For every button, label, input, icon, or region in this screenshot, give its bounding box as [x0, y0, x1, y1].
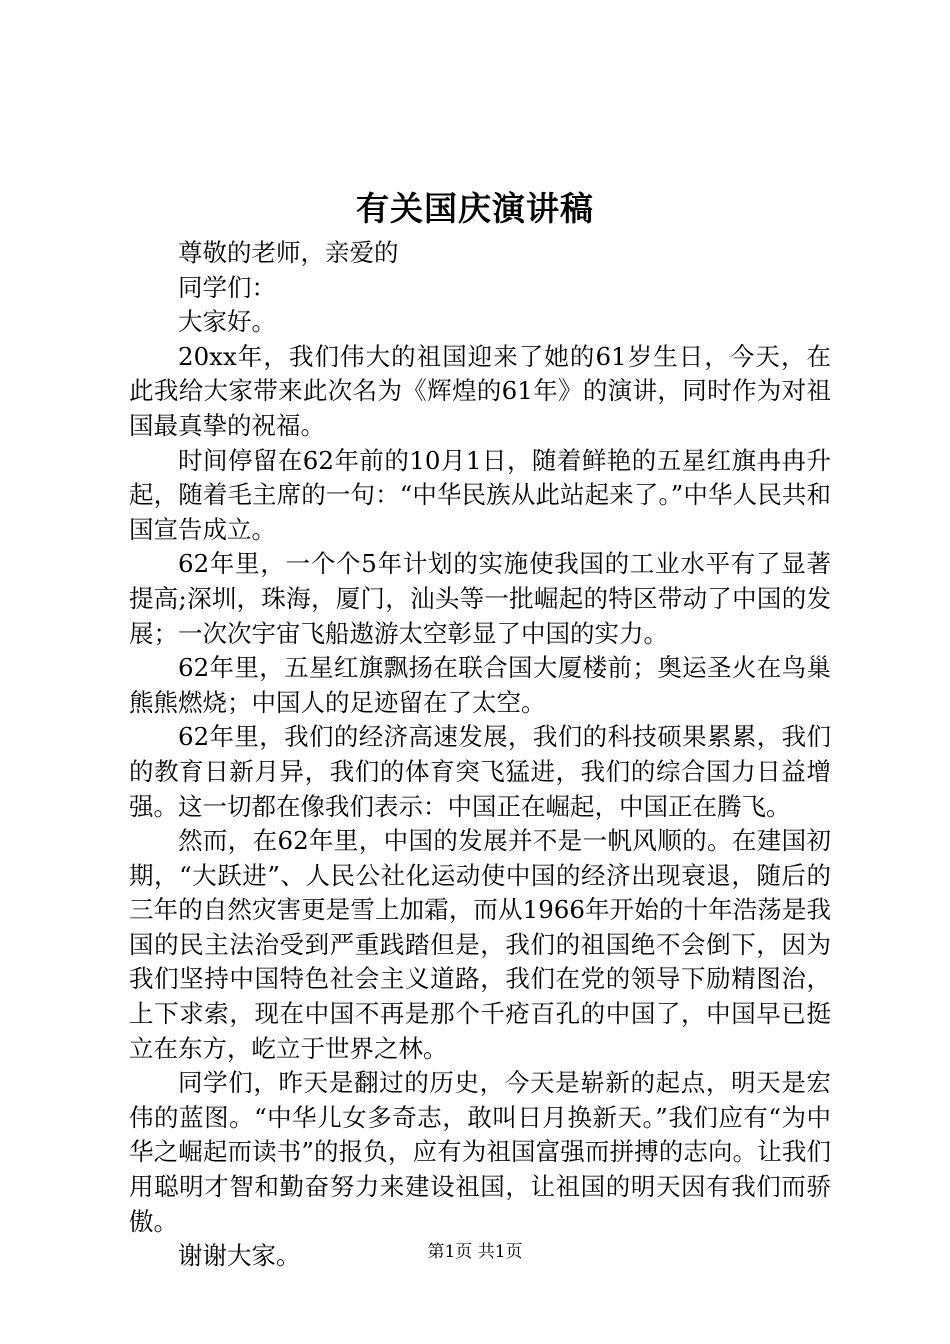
document-title: 有关国庆演讲稿 [356, 189, 594, 228]
paragraph: 62年里，一个个5年计划的实施使我国的工业水平有了显著提高;深圳，珠海，厦门，汕头等一批崛起的特区带动了中国的发展；一次次宇宙飞船遨游太空彰显了中国的实力。 [129, 549, 831, 648]
paragraph: 时间停留在62年前的10月1日，随着鲜艳的五星红旗冉冉升起，随着毛主席的一句：“中华民族从此站起来了。”中华人民共和国宣告成立。 [129, 445, 831, 544]
paragraph: 20xx年，我们伟大的祖国迎来了她的61岁生日，今天，在此我给大家带来此次名为《辉煌的61年》的演讲，同时作为对祖国最真挚的祝福。 [129, 341, 831, 440]
paragraph: 谢谢大家。 [178, 1241, 301, 1271]
paragraph: 然而，在62年里，中国的发展并不是一帆风顺的。在建国初期，“大跃进”、人民公社化运动使中国的经济出现衰退，随后的三年的自然灾害更是雪上加霜，而从1966年开始的十年浩荡是我国的民主法治受到严重践踏但是，我们的祖国绝不会倒下，因为我们坚持中国特色社会主义道路，我们在党的领导下励精图治，上下求索，现在中国不再是那个千疮百孔的中国了，中国早已挺立在东方，屹立于世界之林。 [129, 826, 831, 1063]
paragraph: 同学们，昨天是翻过的历史，今天是崭新的起点，明天是宏伟的蓝图。“中华儿女多奇志，敢叫日月换新天。”我们应有“为中华之崛起而读书”的报负，应有为祖国富强而拼搏的志向。让我们用聪明才智和勤奋努力来建设祖国，让祖国的明天因有我们而骄傲。 [129, 1068, 831, 1236]
paragraph: 尊敬的老师，亲爱的 [178, 238, 399, 267]
paragraph: 62年里，五星红旗飘扬在联合国大厦楼前；奥运圣火在鸟巢熊熊燃烧；中国人的足迹留在了太空。 [129, 653, 831, 717]
paragraph: 大家好。 [178, 307, 276, 337]
document-body [129, 236, 831, 1274]
paragraph: 同学们： [178, 272, 276, 302]
page-number-footer: 第1页 共1页 [427, 1242, 523, 1262]
paragraph: 62年里，我们的经济高速发展，我们的科技硕果累累，我们的教育日新月异，我们的体育突飞猛进，我们的综合国力日益增强。这一切都在像我们表示：中国正在崛起，中国正在腾飞。 [129, 722, 831, 821]
